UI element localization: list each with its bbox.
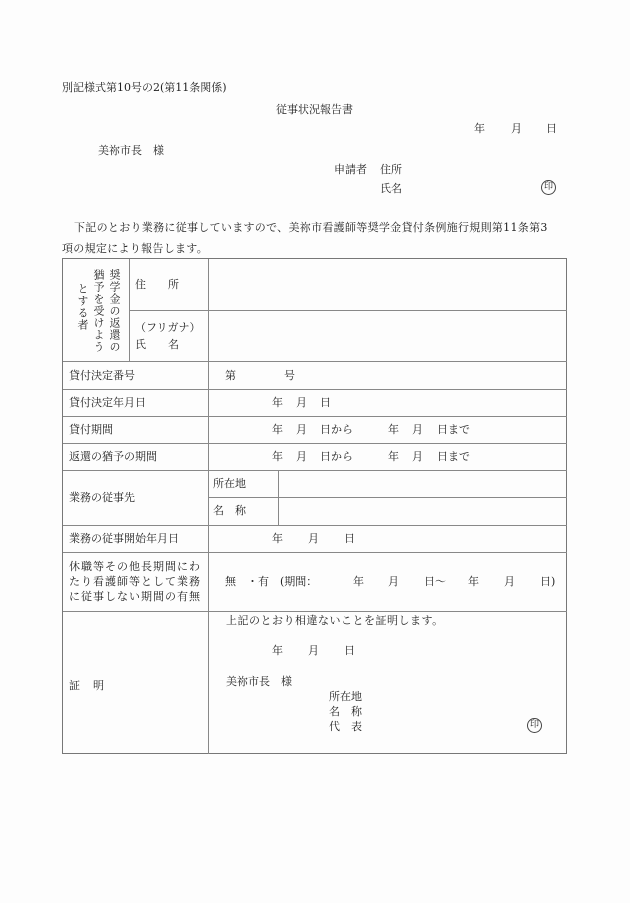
- workplace-label: 業務の従事先: [69, 491, 135, 504]
- leave-m2: 月: [504, 575, 515, 588]
- loan-period-y1: 年: [272, 423, 283, 436]
- leave-y1: 年: [353, 575, 364, 588]
- cert-month: 月: [308, 644, 319, 657]
- loan-number-suffix: 号: [284, 369, 295, 382]
- deferral-period-m1: 月: [296, 450, 307, 463]
- loan-period-d1: 日から: [320, 423, 353, 436]
- cert-year: 年: [272, 644, 283, 657]
- document-title: 従事状況報告書: [276, 103, 353, 116]
- furigana-label: （フリガナ）: [135, 321, 201, 334]
- header-date-day: 日: [546, 122, 557, 135]
- name-field[interactable]: [223, 322, 553, 352]
- address-label: 住 所: [135, 278, 179, 291]
- header-date-year: 年: [474, 122, 485, 135]
- leave-d2: 日): [540, 575, 556, 588]
- loan-period-m1: 月: [296, 423, 307, 436]
- cert-addressee: 美祢市長 様: [226, 675, 292, 688]
- leave-d1: 日～: [424, 575, 446, 588]
- start-date-month: 月: [308, 532, 319, 545]
- cert-statement: 上記のとおり相違ないことを証明します。: [226, 614, 444, 627]
- intro-line-2: 項の規定により報告します。: [62, 242, 209, 255]
- start-date-label: 業務の従事開始年月日: [69, 532, 179, 545]
- deferral-period-y2: 年: [388, 450, 399, 463]
- loan-period-y2: 年: [388, 423, 399, 436]
- deferral-period-m2: 月: [412, 450, 423, 463]
- form-number: 別記様式第10号の2(第11条関係): [62, 81, 227, 94]
- address-field[interactable]: [223, 274, 553, 296]
- leave-label: 休職等その他長期間にわたり看護師等として業務に従事しない期間の有無: [69, 560, 201, 603]
- report-table: [62, 258, 567, 754]
- workplace-location-field[interactable]: [285, 473, 560, 495]
- start-date-year: 年: [272, 532, 283, 545]
- loan-date-label: 貸付決定年月日: [69, 396, 146, 409]
- cert-location-label: 所在地: [329, 690, 362, 703]
- certification-label: 証 明: [69, 679, 105, 692]
- workplace-name-field[interactable]: [285, 500, 560, 522]
- loan-date-month: 月: [296, 396, 307, 409]
- loan-period-d2: 日まで: [437, 423, 470, 436]
- start-date-day: 日: [344, 532, 355, 545]
- cert-day: 日: [344, 644, 355, 657]
- applicant-name-label: 氏名: [380, 182, 402, 195]
- loan-period-m2: 月: [412, 423, 423, 436]
- cert-rep-label: 代 表: [329, 720, 362, 733]
- leave-m1: 月: [388, 575, 399, 588]
- deferral-period-d1: 日から: [320, 450, 353, 463]
- cert-seal-icon: 印: [527, 718, 542, 733]
- addressee: 美祢市長 様: [98, 144, 164, 157]
- header-date-month: 月: [511, 122, 522, 135]
- group-label-col1: 奨学金の返還の: [108, 269, 121, 353]
- applicant-label: 申請者: [334, 163, 367, 176]
- deferral-period-d2: 日まで: [437, 450, 470, 463]
- group-label-col2: 猶予を受けよう: [92, 269, 105, 353]
- intro-line-1: 下記のとおり業務に従事していますので、美祢市看護師等奨学金貸付条例施行規則第11条第3: [74, 221, 548, 234]
- deferral-period-y1: 年: [272, 450, 283, 463]
- deferral-period-label: 返還の猶予の期間: [69, 450, 157, 463]
- loan-number-prefix: 第: [225, 369, 236, 382]
- loan-period-label: 貸付期間: [69, 423, 113, 436]
- leave-choice[interactable]: 無 ・有 (期間：: [225, 575, 318, 588]
- loan-date-day: 日: [320, 396, 331, 409]
- name-label: 氏 名: [135, 338, 179, 351]
- loan-number-label: 貸付決定番号: [69, 369, 135, 382]
- loan-date-year: 年: [272, 396, 283, 409]
- applicant-address-label: 住所: [380, 163, 402, 176]
- leave-y2: 年: [468, 575, 479, 588]
- cert-name-label: 名 称: [329, 705, 362, 718]
- workplace-name-label: 名 称: [213, 504, 246, 517]
- seal-icon: 印: [541, 180, 556, 195]
- group-label-col3: とする者: [76, 283, 89, 331]
- workplace-location-label: 所在地: [213, 477, 246, 490]
